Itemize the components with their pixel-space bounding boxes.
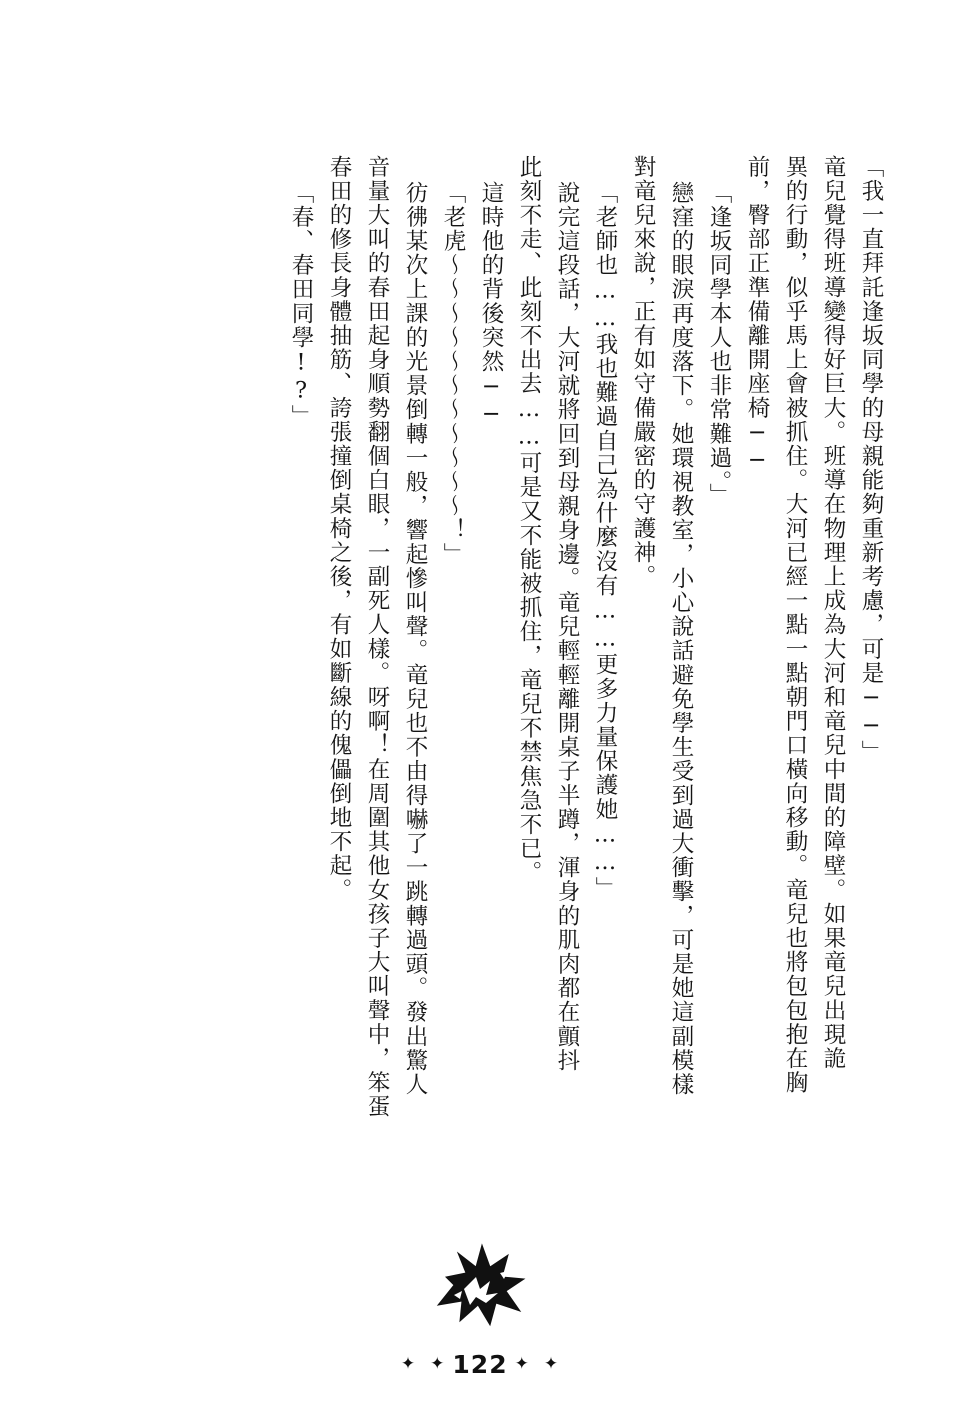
- page-folio: [0, 1350, 960, 1379]
- text-line: 竜兒覺得班導變得好巨大。班導在物理上成為大河和竜兒中間的障壁。如果竜兒出現詭: [820, 155, 846, 1071]
- text-line: 「老師也……我也難過自己為什麼沒有……更多力量保護她……」: [592, 181, 618, 901]
- text-line: 春田的修長身體抽筋、誇張撞倒桌椅之後，有如斷線的傀儡倒地不起。: [326, 155, 352, 903]
- ornament-star-right-2: ✦: [543, 1354, 560, 1374]
- text-line: 「我一直拜託逢坂同學的母親能夠重新考慮，可是──」: [858, 155, 884, 765]
- text-line: 說完這段話，大河就將回到母親身邊。竜兒輕輕離開桌子半蹲，渾身的肌肉都在顫抖: [554, 181, 580, 1073]
- page-number: 122: [452, 1350, 508, 1379]
- text-line: 戀窪的眼淚再度落下。她環視教室，小心說話避免學生受到過大衝擊，可是她這副模樣: [668, 181, 694, 1097]
- text-line: 「老虎～～～～～～～～～～～！」: [440, 181, 466, 567]
- text-line: 彷彿某次上課的光景倒轉一般，響起慘叫聲。竜兒也不由得嚇了一跳轉過頭。發出驚人: [402, 181, 428, 1097]
- impact-burst-icon: [420, 1233, 540, 1343]
- ornament-star-left: ✦: [400, 1354, 417, 1374]
- text-line: 「逢坂同學本人也非常難過。」: [706, 181, 732, 508]
- text-line: 「春、春田同學!?」: [288, 181, 314, 429]
- text-line: 此刻不走、此刻不出去……可是又不能被抓住，竜兒不禁焦急不已。: [516, 155, 542, 885]
- ornament-star-right: ✦: [514, 1354, 530, 1374]
- ornament-star-left-2: ✦: [430, 1354, 446, 1374]
- text-line: 前，臀部正準備離開座椅──: [744, 155, 770, 476]
- text-line: 異的行動，似乎馬上會被抓住。大河已經一點一點朝門口橫向移動。竜兒也將包包抱在胸: [782, 155, 808, 1095]
- page-body-text: [150, 155, 882, 1215]
- text-line: 這時他的背後突然──: [478, 181, 504, 429]
- text-line: 對竜兒來說，正有如守備嚴密的守護神。: [630, 155, 656, 589]
- text-line: 音量大叫的春田起身順勢翻個白眼，一副死人樣。呀啊！在周圍其他女孩子大叫聲中，笨蛋: [364, 155, 390, 1119]
